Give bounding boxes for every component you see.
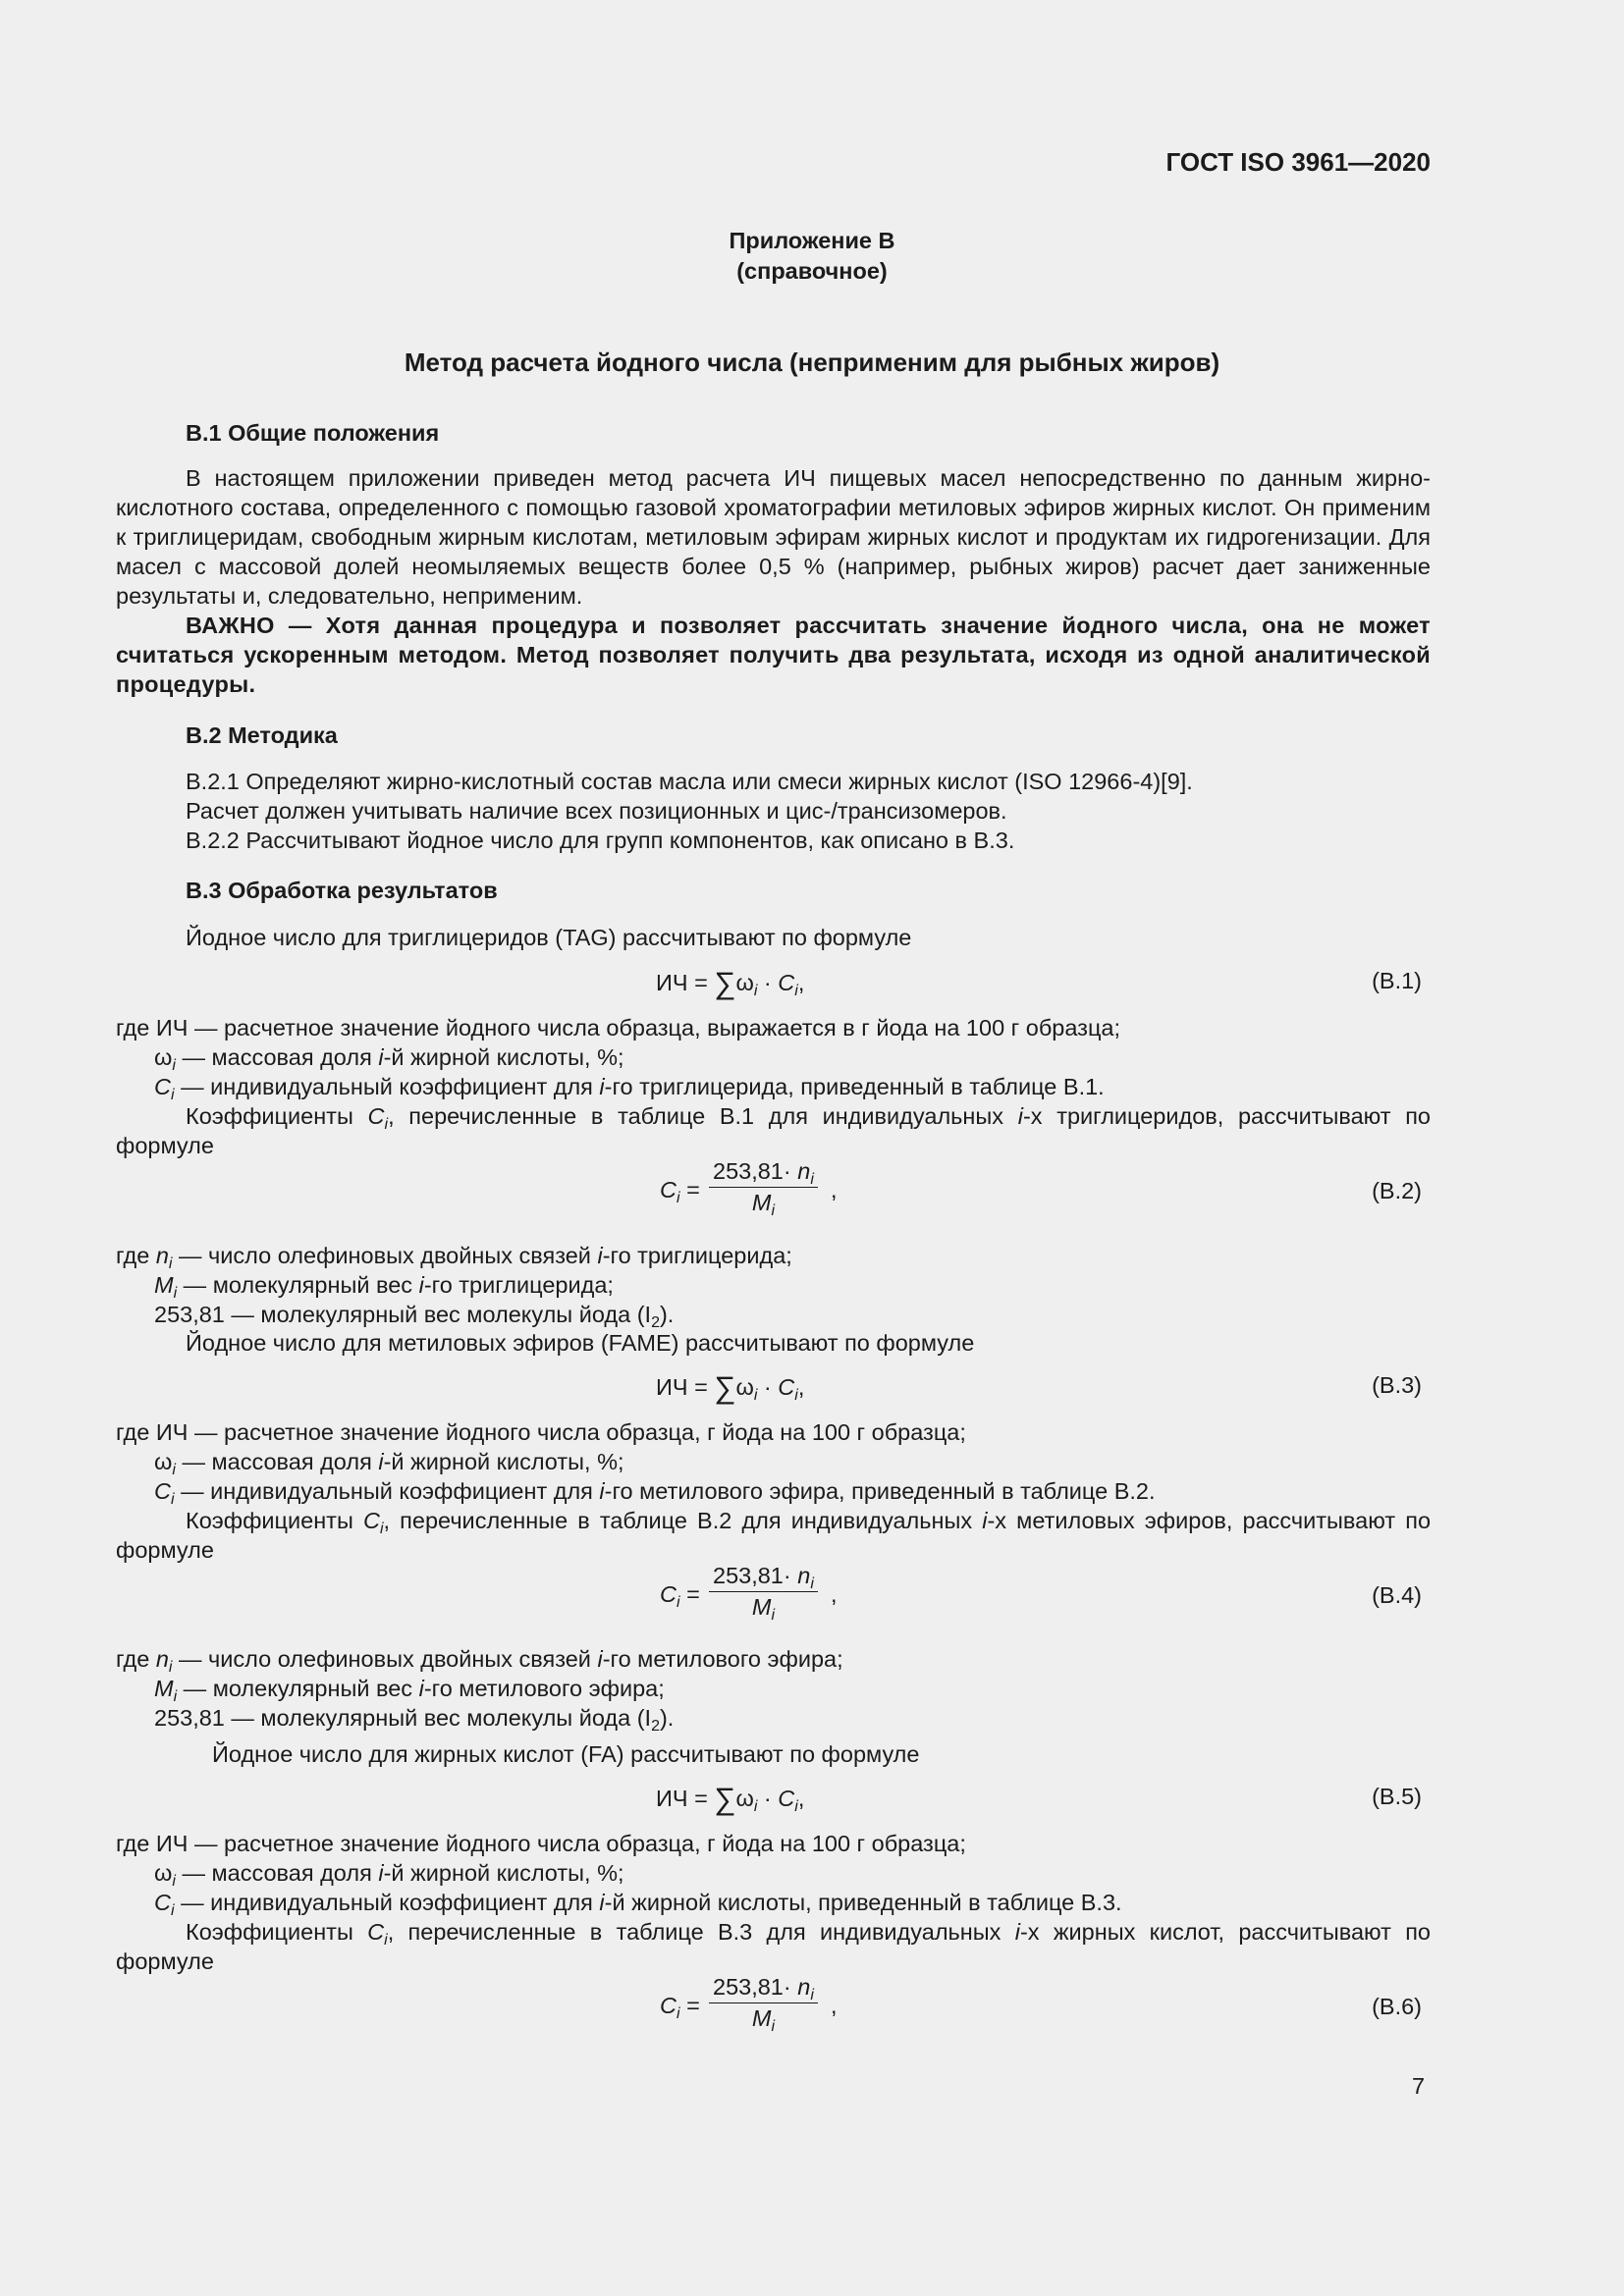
coefficient-paragraph-fa: Коэффициенты $C_i$, перечисленные в таблице В.3 для индивидуальных i-х жирных кислот, рассчитывают по формуле — [116, 1919, 1432, 1974]
formula-comma: , — [831, 1993, 838, 2018]
definition-iodine: 253,81 — молекулярный вес молекулы йода $(I_2)$. — [154, 1302, 675, 1331]
equation-number: (В.5) — [1372, 1784, 1422, 1809]
paragraph: В настоящем приложении приведен метод расчета ИЧ пищевых масел непосредственно по данным жирно-кислотного состава, определенного с помощью газовой хроматографии метиловых эфиров жирных кислот. Он применим к триглицеридам, свободным жирным кислотам, метиловым эфирам жирных кислот и продуктам их гидрогенизации. Для масел с массовой долей неомыляемых веществ более 0,5 % (например, рыбных жиров) расчет дает заниженные результаты и, следовательно, неприменим. — [116, 465, 1431, 609]
formula-b3: ИЧ = $\sum\omega_i \cdot C_i$, — [656, 1370, 805, 1405]
definition-omega: $\omega_i$ — массовая доля i-й жирной кислоты, %; — [154, 1044, 624, 1074]
method-line-2: Расчет должен учитывать наличие всех позиционных и цис-/трансизомеров. — [186, 798, 1007, 824]
important-note: ВАЖНО — Хотя данная процедура и позволяет рассчитать значение йодного числа, она не может считаться ускоренным методом. Метод позволяет получить два результата, исходя из одной аналитической процедуры. — [116, 613, 1431, 697]
method-line-3: В.2.2 Рассчитывают йодное число для групп компонентов, как описано в В.3. — [186, 828, 1015, 853]
equation-number: (В.4) — [1372, 1582, 1422, 1608]
definition-omega: $\omega_i$ — массовая доля i-й жирной кислоты, %; — [154, 1449, 624, 1478]
page-number: 7 — [1412, 2073, 1426, 2099]
equation-number: (В.6) — [1372, 1994, 1422, 2019]
intro-fame: Йодное число для метиловых эфиров (FAME) рассчитывают по формуле — [186, 1330, 975, 1356]
document-code: ГОСТ ISO 3961—2020 — [1165, 147, 1431, 177]
definition-m: $M_i$ — молекулярный вес i-го триглицерида; — [154, 1272, 614, 1302]
definition-c: $C_i$ — индивидуальный коэффициент для i-й жирной кислоты, приведенный в таблице В.3. — [154, 1890, 1122, 1919]
section-b1-text — [116, 463, 1431, 699]
fraction: $\frac{253,81\cdot n_i}{M_i}$ — [709, 1158, 818, 1216]
fraction: $\frac{253,81\cdot n_i}{M_i}$ — [709, 1974, 818, 2032]
definition-m: $M_i$ — молекулярный вес i-го метилового эфира; — [154, 1676, 665, 1705]
formula-b6-lhs: $C_i$ = — [660, 1993, 700, 2022]
definition-ich: где ИЧ — расчетное значение йодного числа образца, г йода на 100 г образца; — [116, 1831, 966, 1856]
equation-number: (В.2) — [1372, 1178, 1422, 1203]
equation-number: (В.1) — [1372, 968, 1422, 993]
definition-ich: где ИЧ — расчетное значение йодного числа образца, г йода на 100 г образца; — [116, 1419, 966, 1445]
appendix-title: Приложение В — [729, 228, 895, 253]
formula-comma: , — [831, 1177, 838, 1202]
method-line-1: В.2.1 Определяют жирно-кислотный состав масла или смеси жирных кислот (ISO 12966-4)[9]. — [186, 769, 1193, 794]
section-heading-b3: В.3 Обработка результатов — [186, 878, 498, 903]
formula-b4-lhs: $C_i$ = — [660, 1581, 700, 1611]
intro-tag: Йодное число для триглицеридов (TAG) рассчитывают по формуле — [186, 925, 912, 950]
formula-b5: ИЧ = $\sum\omega_i \cdot C_i$, — [656, 1782, 805, 1816]
formula-comma: , — [831, 1581, 838, 1607]
fraction: $\frac{253,81\cdot n_i}{M_i}$ — [709, 1563, 818, 1621]
definition-ich: где ИЧ — расчетное значение йодного числа образца, выражается в г йода на 100 г образца; — [116, 1015, 1121, 1041]
definition-iodine: 253,81 — молекулярный вес молекулы йода $(I_2)$. — [154, 1705, 675, 1735]
definition-n: где $n_i$ — число олефиновых двойных связей i-го триглицерида; — [116, 1243, 792, 1272]
appendix-subtitle: (справочное) — [736, 258, 888, 284]
formula-b1: ИЧ = $\sum\omega_i \cdot C_i$, — [656, 966, 805, 1000]
definition-n: где $n_i$ — число олефиновых двойных связей i-го метилового эфира; — [116, 1646, 843, 1676]
section-heading-b2: В.2 Методика — [186, 722, 338, 748]
intro-fa: Йодное число для жирных кислот (FA) рассчитывают по формуле — [212, 1741, 920, 1767]
coefficient-paragraph-fame: Коэффициенты $C_i$, перечисленные в таблице В.2 для индивидуальных i-х метиловых эфиров, рассчитывают по формуле — [116, 1508, 1432, 1563]
main-title: Метод расчета йодного числа (неприменим для рыбных жиров) — [404, 347, 1220, 377]
definition-c: $C_i$ — индивидуальный коэффициент для i-го триглицерида, приведенный в таблице В.1. — [154, 1074, 1105, 1103]
definition-c: $C_i$ — индивидуальный коэффициент для i-го метилового эфира, приведенный в таблице В.2. — [154, 1478, 1156, 1508]
section-heading-b1: В.1 Общие положения — [186, 420, 440, 446]
definition-omega: $\omega_i$ — массовая доля i-й жирной кислоты, %; — [154, 1860, 624, 1890]
formula-b2-lhs: $C_i$ = — [660, 1177, 700, 1206]
coefficient-paragraph-tag: Коэффициенты $C_i$, перечисленные в таблице В.1 для индивидуальных i-х триглицеридов, рассчитывают по формуле — [116, 1103, 1432, 1158]
equation-number: (В.3) — [1372, 1372, 1422, 1398]
